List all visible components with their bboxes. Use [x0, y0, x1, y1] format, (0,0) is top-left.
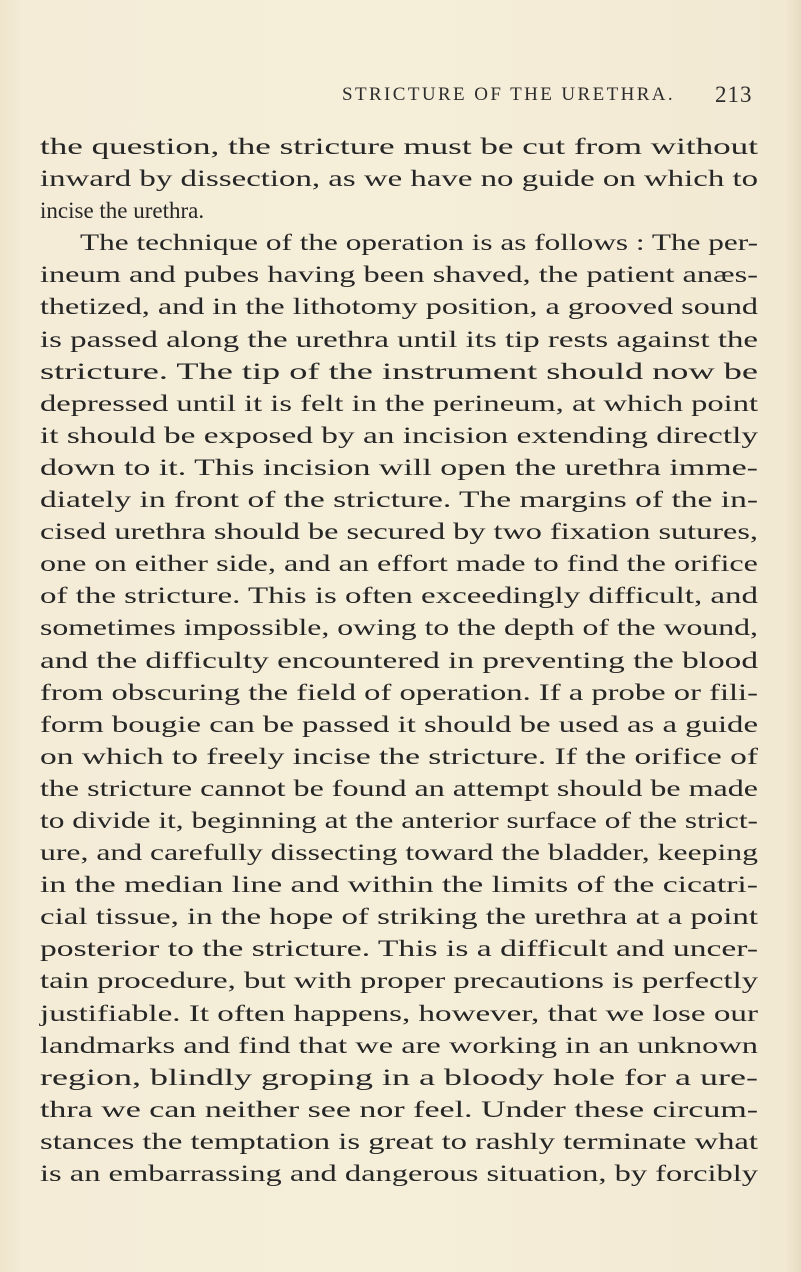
text-line: The technique of the operation is as follows : The per- [80, 230, 759, 256]
text-line: justifiable. It often happens, however, that we lose our [40, 1000, 758, 1026]
page-number: 213 [715, 82, 753, 107]
text-line: cial tissue, in the hope of striking the urethra at a point [40, 904, 758, 930]
text-line: incise the urethra. [40, 198, 205, 224]
text-line: one on either side, and an effort made to find the orifice [40, 551, 758, 577]
text-line: sometimes impossible, owing to the depth of the wound, [40, 615, 758, 641]
text-line: it should be exposed by an incision extending directly [40, 422, 759, 448]
text-line: down to it. This incision will open the urethra imme- [40, 454, 758, 480]
text-line: stances the temptation is great to rashly terminate what [40, 1128, 758, 1154]
text-line: thra we can neither see nor feel. Under these circum- [40, 1096, 759, 1122]
text-line: landmarks and find that we are working in an unknown [40, 1032, 759, 1058]
text-line: and the difficulty encountered in preventing the blood [40, 647, 759, 673]
text-line: the stricture cannot be found an attempt should be made [40, 775, 759, 801]
text-line: region, blindly groping in a bloody hole for a ure- [40, 1064, 758, 1090]
text-line: is an embarrassing and dangerous situation, by forcibly [40, 1161, 759, 1186]
text-line: the question, the stricture must be cut from without [40, 134, 758, 159]
text-line: posterior to the stricture. This is a difficult and uncer- [40, 936, 759, 962]
text-line: cised urethra should be secured by two fixation sutures, [40, 519, 759, 545]
body-text [40, 131, 801, 1190]
text-line: stricture. The tip of the instrument should now be [40, 358, 758, 384]
text-line: form bougie can be passed it should be used as a guide [40, 711, 759, 737]
text-line: ure, and carefully dissecting toward the bladder, keeping [40, 840, 759, 866]
text-line: tain procedure, but with proper precautions is perfectly [40, 968, 759, 994]
running-header [0, 84, 801, 110]
text-line: ineum and pubes having been shaved, the patient anæs- [40, 262, 759, 288]
text-line: on which to freely incise the stricture. If the orifice of [40, 743, 758, 769]
text-line: depressed until it is felt in the perineum, at which point [40, 390, 758, 416]
text-line: diately in front of the stricture. The margins of the in- [40, 487, 758, 513]
text-line: to divide it, beginning at the anterior surface of the strict- [40, 807, 758, 833]
text-line: of the stricture. This is often exceedingly difficult, and [40, 583, 759, 609]
text-line: thetized, and in the lithotomy position, a grooved sound [40, 294, 759, 320]
text-line: from obscuring the field of operation. If a probe or fili- [40, 679, 758, 705]
text-line: is passed along the urethra until its tip rests against the [40, 326, 759, 352]
text-line: in the median line and within the limits of the cicatri- [40, 872, 759, 898]
running-title: STRICTURE OF THE URETHRA. [342, 84, 676, 105]
text-line: inward by dissection, as we have no guide on which to [40, 166, 759, 192]
